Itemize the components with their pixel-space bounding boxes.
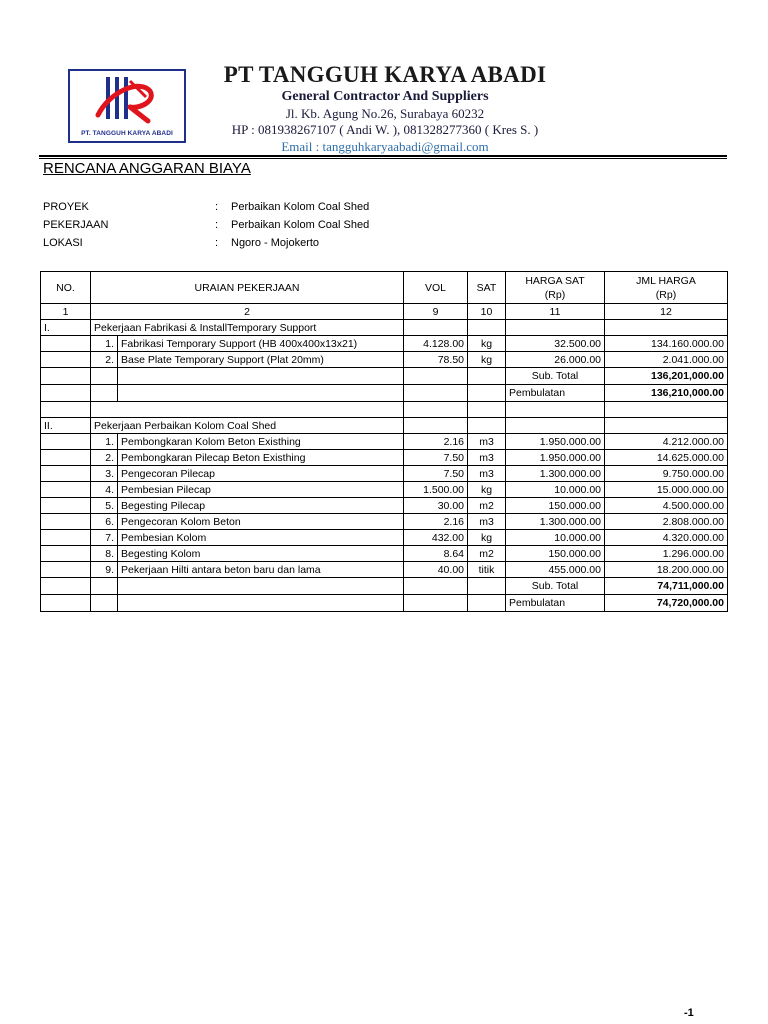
- summary-spacer: [91, 595, 118, 612]
- table-header-row: [41, 272, 728, 304]
- row-spacer: [41, 530, 91, 546]
- row-number: 5.: [91, 498, 118, 514]
- row-total: 9.750.000.00: [605, 466, 728, 482]
- row-unit-price: 455.000.00: [506, 562, 605, 578]
- summary-spacer: [468, 578, 506, 595]
- row-number: 6.: [91, 514, 118, 530]
- col-number: 9: [404, 304, 468, 320]
- row-unit-price: 150.000.00: [506, 498, 605, 514]
- row-spacer: [41, 562, 91, 578]
- section-harga: [506, 320, 605, 336]
- row-total: 14.625.000.00: [605, 450, 728, 466]
- row-unit: kg: [468, 352, 506, 368]
- company-email[interactable]: Email : tangguhkaryaabadi@gmail.com: [281, 139, 489, 154]
- section-sat: [468, 320, 506, 336]
- subtotal-value: 74,711,000.00: [605, 578, 728, 595]
- header-uraian: URAIAN PEKERJAAN: [91, 272, 404, 304]
- row-unit-price: 1.950.000.00: [506, 434, 605, 450]
- summary-spacer: [118, 578, 404, 595]
- col-number: 2: [91, 304, 404, 320]
- row-unit: m2: [468, 498, 506, 514]
- row-number: 1.: [91, 336, 118, 352]
- section-harga: [506, 418, 605, 434]
- summary-spacer: [41, 368, 91, 385]
- header-harga-sat-unit: (Rp): [544, 288, 566, 301]
- document-title: RENCANA ANGGARAN BIAYA: [43, 160, 251, 177]
- info-colon: :: [215, 219, 219, 231]
- row-volume: 40.00: [404, 562, 468, 578]
- summary-spacer: [468, 385, 506, 402]
- row-volume: 30.00: [404, 498, 468, 514]
- row-description: Pekerjaan Hilti antara beton baru dan lama: [118, 562, 404, 578]
- row-total: 18.200.000.00: [605, 562, 728, 578]
- row-spacer: [41, 498, 91, 514]
- summary-spacer: [404, 385, 468, 402]
- row-volume: 78.50: [404, 352, 468, 368]
- row-volume: 2.16: [404, 434, 468, 450]
- table-row: [41, 530, 728, 546]
- row-spacer: [41, 434, 91, 450]
- section-vol: [404, 320, 468, 336]
- row-description: Fabrikasi Temporary Support (HB 400x400x13x21): [118, 336, 404, 352]
- row-total: 15.000.000.00: [605, 482, 728, 498]
- table-row: [41, 514, 728, 530]
- page-number: -1: [684, 1007, 694, 1019]
- row-description: Begesting Kolom: [118, 546, 404, 562]
- rounding-row: [41, 385, 728, 402]
- column-number-row: [41, 304, 728, 320]
- row-description: Pembongkaran Kolom Beton Existhing: [118, 434, 404, 450]
- summary-spacer: [404, 578, 468, 595]
- gap-cell: [91, 402, 404, 418]
- row-spacer: [41, 546, 91, 562]
- summary-spacer: [118, 595, 404, 612]
- subtotal-label: Sub. Total: [506, 368, 605, 385]
- section-jumlah: [605, 320, 728, 336]
- summary-spacer: [91, 368, 118, 385]
- row-unit-price: 1.300.000.00: [506, 466, 605, 482]
- row-number: 7.: [91, 530, 118, 546]
- row-total: 1.296.000.00: [605, 546, 728, 562]
- table-row: [41, 482, 728, 498]
- info-value-lokasi: Ngoro - Mojokerto: [231, 237, 320, 249]
- row-description: Base Plate Temporary Support (Plat 20mm): [118, 352, 404, 368]
- row-volume: 8.64: [404, 546, 468, 562]
- header-jml-harga-label: JML HARGA: [636, 274, 696, 287]
- col-number: 1: [41, 304, 91, 320]
- row-total: 134.160.000.00: [605, 336, 728, 352]
- row-spacer: [41, 336, 91, 352]
- info-label-lokasi: LOKASI: [43, 237, 83, 249]
- company-logo: [68, 69, 186, 143]
- header-jml-harga: [605, 272, 728, 304]
- row-unit: m3: [468, 450, 506, 466]
- section-gap-row: [41, 402, 728, 418]
- row-spacer: [41, 450, 91, 466]
- row-unit: kg: [468, 482, 506, 498]
- row-number: 9.: [91, 562, 118, 578]
- row-unit-price: 10.000.00: [506, 530, 605, 546]
- row-unit: m3: [468, 466, 506, 482]
- summary-spacer: [118, 385, 404, 402]
- row-spacer: [41, 482, 91, 498]
- summary-spacer: [468, 595, 506, 612]
- company-phone: HP : 081938267107 ( Andi W. ), 081328277360 ( Kres S. ): [231, 122, 539, 137]
- subtotal-row: [41, 578, 728, 595]
- summary-spacer: [404, 368, 468, 385]
- section-row: [41, 418, 728, 434]
- section-vol: [404, 418, 468, 434]
- header-jml-harga-unit: (Rp): [655, 288, 677, 301]
- summary-spacer: [404, 595, 468, 612]
- row-unit-price: 32.500.00: [506, 336, 605, 352]
- gap-cell: [506, 402, 605, 418]
- section-number: II.: [41, 418, 91, 434]
- subtotal-row: [41, 368, 728, 385]
- rounding-label: Pembulatan: [506, 595, 605, 612]
- col-number: 11: [506, 304, 605, 320]
- row-volume: 4.128.00: [404, 336, 468, 352]
- row-unit: m3: [468, 434, 506, 450]
- gap-cell: [468, 402, 506, 418]
- table-row: [41, 546, 728, 562]
- row-volume: 7.50: [404, 450, 468, 466]
- row-description: Pengecoran Pilecap: [118, 466, 404, 482]
- section-sat: [468, 418, 506, 434]
- row-volume: 432.00: [404, 530, 468, 546]
- row-number: 1.: [91, 434, 118, 450]
- header-sat: SAT: [468, 272, 506, 304]
- rounding-row: [41, 595, 728, 612]
- rounding-label: Pembulatan: [506, 385, 605, 402]
- header-harga-sat: [506, 272, 605, 304]
- row-volume: 2.16: [404, 514, 468, 530]
- row-unit-price: 1.300.000.00: [506, 514, 605, 530]
- row-volume: 7.50: [404, 466, 468, 482]
- header-divider-thin: [39, 158, 727, 159]
- summary-spacer: [91, 385, 118, 402]
- row-number: 2.: [91, 450, 118, 466]
- table-row: [41, 562, 728, 578]
- section-row: [41, 320, 728, 336]
- summary-spacer: [41, 578, 91, 595]
- row-unit: m2: [468, 546, 506, 562]
- row-description: Pembongkaran Pilecap Beton Existhing: [118, 450, 404, 466]
- summary-spacer: [91, 578, 118, 595]
- row-spacer: [41, 352, 91, 368]
- summary-spacer: [41, 385, 91, 402]
- row-unit-price: 10.000.00: [506, 482, 605, 498]
- table-row: [41, 434, 728, 450]
- row-unit-price: 150.000.00: [506, 546, 605, 562]
- rounding-value: 136,210,000.00: [605, 385, 728, 402]
- section-title: Pekerjaan Fabrikasi & InstallTemporary Support: [91, 320, 404, 336]
- table-row: [41, 352, 728, 368]
- section-number: I.: [41, 320, 91, 336]
- info-colon: :: [215, 201, 219, 213]
- row-description: Pembesian Kolom: [118, 530, 404, 546]
- row-spacer: [41, 514, 91, 530]
- summary-spacer: [118, 368, 404, 385]
- table-row: [41, 466, 728, 482]
- row-number: 4.: [91, 482, 118, 498]
- table-row: [41, 450, 728, 466]
- info-label-proyek: PROYEK: [43, 201, 89, 213]
- row-total: 2.808.000.00: [605, 514, 728, 530]
- row-unit-price: 26.000.00: [506, 352, 605, 368]
- section-title: Pekerjaan Perbaikan Kolom Coal Shed: [91, 418, 404, 434]
- subtotal-value: 136,201,000.00: [605, 368, 728, 385]
- row-number: 3.: [91, 466, 118, 482]
- header-no: NO.: [41, 272, 91, 304]
- row-description: Begesting Pilecap: [118, 498, 404, 514]
- row-unit-price: 1.950.000.00: [506, 450, 605, 466]
- summary-spacer: [468, 368, 506, 385]
- header-divider: [39, 155, 727, 157]
- logo-text: PT. TANGGUH KARYA ABADI: [81, 130, 173, 137]
- header-vol: VOL: [404, 272, 468, 304]
- row-unit: m3: [468, 514, 506, 530]
- company-name: PT TANGGUH KARYA ABADI: [223, 62, 547, 87]
- budget-table: [40, 271, 728, 612]
- row-description: Pengecoran Kolom Beton: [118, 514, 404, 530]
- row-unit: kg: [468, 336, 506, 352]
- col-number: 12: [605, 304, 728, 320]
- row-volume: 1.500.00: [404, 482, 468, 498]
- row-total: 2.041.000.00: [605, 352, 728, 368]
- col-number: 10: [468, 304, 506, 320]
- row-total: 4.320.000.00: [605, 530, 728, 546]
- section-jumlah: [605, 418, 728, 434]
- table-row: [41, 336, 728, 352]
- row-description: Pembesian Pilecap: [118, 482, 404, 498]
- info-value-proyek: Perbaikan Kolom Coal Shed: [231, 201, 370, 213]
- company-tagline: General Contractor And Suppliers: [281, 89, 489, 104]
- row-unit: titik: [468, 562, 506, 578]
- row-number: 8.: [91, 546, 118, 562]
- header-harga-sat-label: HARGA SAT: [525, 274, 585, 287]
- info-colon: :: [215, 237, 219, 249]
- company-address: Jl. Kb. Agung No.26, Surabaya 60232: [285, 106, 485, 121]
- summary-spacer: [41, 595, 91, 612]
- gap-cell: [605, 402, 728, 418]
- row-number: 2.: [91, 352, 118, 368]
- gap-cell: [41, 402, 91, 418]
- info-label-pekerjaan: PEKERJAAN: [43, 219, 109, 231]
- table-row: [41, 498, 728, 514]
- row-total: 4.500.000.00: [605, 498, 728, 514]
- row-total: 4.212.000.00: [605, 434, 728, 450]
- row-spacer: [41, 466, 91, 482]
- gap-cell: [404, 402, 468, 418]
- rounding-value: 74,720,000.00: [605, 595, 728, 612]
- subtotal-label: Sub. Total: [506, 578, 605, 595]
- row-unit: kg: [468, 530, 506, 546]
- info-value-pekerjaan: Perbaikan Kolom Coal Shed: [231, 219, 370, 231]
